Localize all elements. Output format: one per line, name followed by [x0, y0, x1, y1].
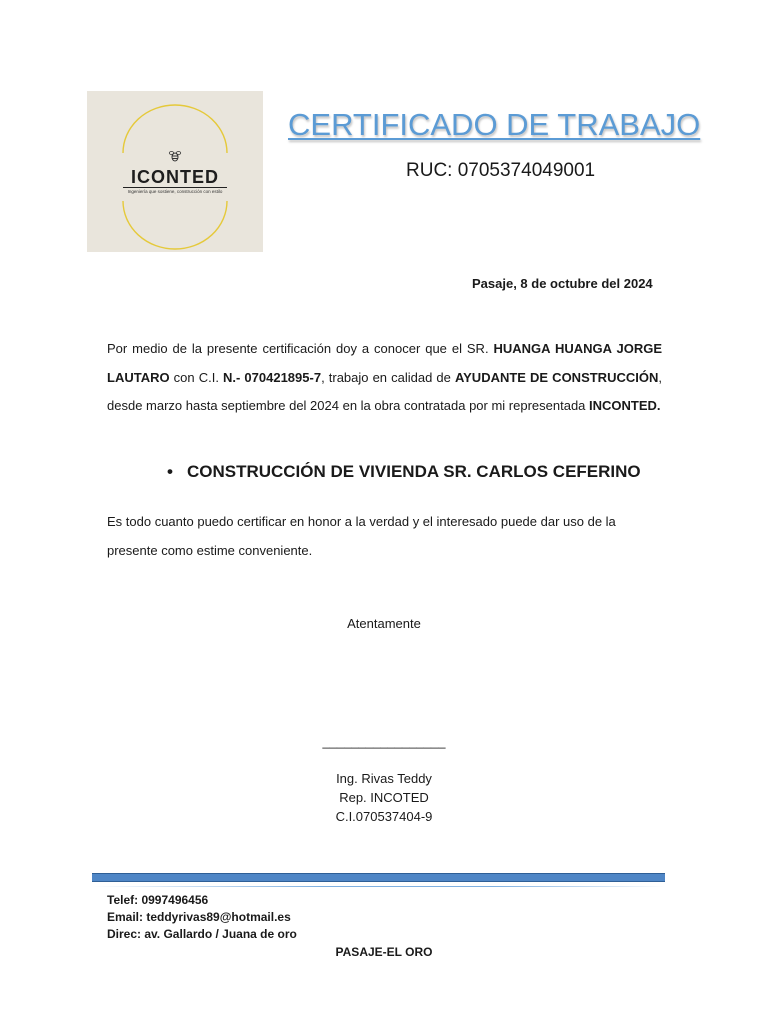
employee-ci: N.- 070421895-7	[223, 369, 322, 385]
document-date: Pasaje, 8 de octubre del 2024	[472, 276, 653, 291]
p1-text-3: , trabajo en calidad de	[321, 369, 455, 385]
footer-divider	[92, 886, 665, 887]
employee-name: HUANGA HUANGA JORGE LAUTARO	[107, 341, 662, 385]
document-title: CERTIFICADO DE TRABAJO	[288, 107, 701, 142]
footer-address: Direc: av. Gallardo / Juana de oro	[107, 927, 297, 941]
signer-ci: C.I.070537404-9	[335, 809, 433, 824]
footer-phone: Telef: 0997496456	[107, 893, 209, 907]
bullet-dot: •	[167, 462, 173, 481]
logo-brand-text: ICONTED	[131, 167, 219, 187]
footer-bar	[92, 873, 665, 882]
project-bullet	[167, 462, 641, 482]
signer-title: Rep. INCOTED	[339, 790, 429, 805]
company-logo	[87, 91, 263, 252]
p1-text-4: , desde marzo hasta septiembre del 2024 en la obra contratada por mi representada	[107, 369, 662, 413]
footer-email: Email: teddyrivas89@hotmail.es	[107, 910, 291, 924]
signer-name: Ing. Rivas Teddy	[336, 771, 432, 786]
employee-role: AYUDANTE DE CONSTRUCCIÓN	[454, 369, 659, 385]
closing-paragraph: Es todo cuanto puedo certificar en honor a la verdad y el interesado puede dar uso de la presente como estime conveniente.	[107, 514, 616, 558]
salutation: Atentamente	[347, 616, 421, 631]
logo-tagline: Ingeniería que sostiene, construcción con estilo	[127, 189, 223, 194]
certification-paragraph	[107, 335, 662, 421]
company-name: INCONTED.	[589, 398, 661, 413]
logo-underline	[123, 187, 227, 188]
p1-text-1: Por medio de la presente certificación doy a conocer que el SR.	[107, 341, 494, 356]
ruc-number: RUC: 0705374049001	[406, 160, 596, 181]
bee-icon	[167, 148, 183, 164]
signature-line: _________________	[322, 734, 446, 749]
project-name: CONSTRUCCIÓN DE VIVIENDA SR. CARLOS CEFERINO	[186, 462, 641, 481]
footer-location: PASAJE-EL ORO	[335, 945, 433, 959]
p1-text-2: con C.I.	[169, 369, 224, 385]
